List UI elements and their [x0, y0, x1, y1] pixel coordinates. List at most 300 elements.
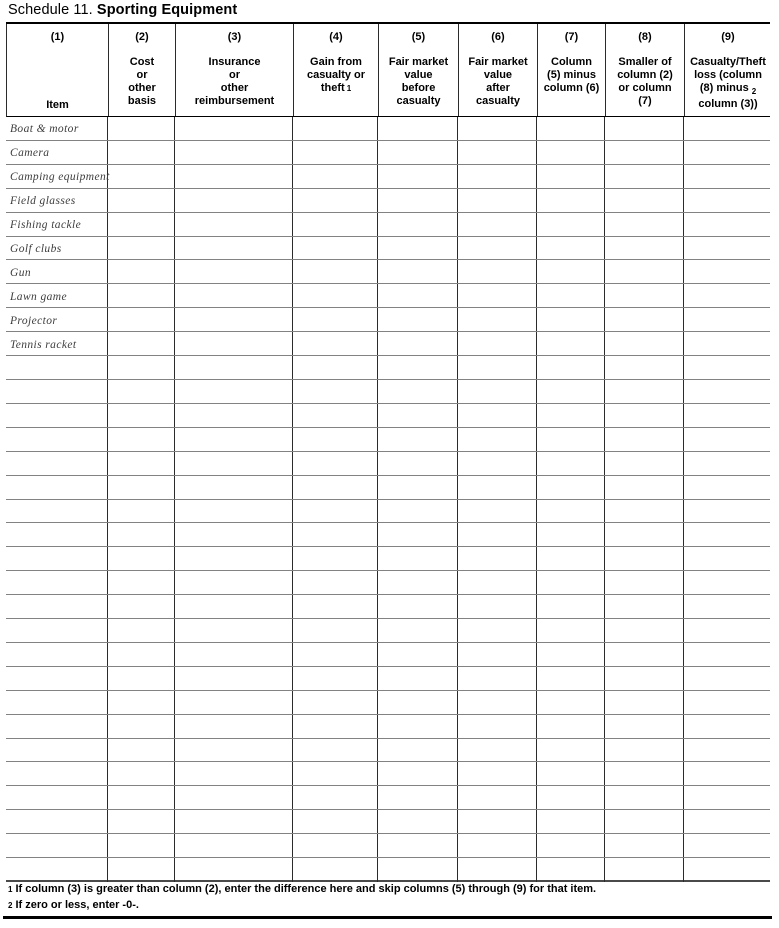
table-row [6, 500, 770, 524]
value-cell[interactable] [458, 786, 537, 809]
value-cell[interactable] [108, 356, 175, 379]
value-cell[interactable] [537, 691, 605, 714]
item-cell[interactable] [6, 834, 108, 857]
value-cell[interactable] [458, 858, 537, 882]
value-cell[interactable] [684, 284, 770, 307]
value-cell[interactable] [378, 237, 458, 260]
value-cell[interactable] [293, 523, 378, 546]
value-cell[interactable] [175, 260, 293, 283]
value-cell[interactable] [458, 141, 537, 164]
value-cell[interactable] [108, 165, 175, 188]
table-row [6, 810, 770, 834]
value-cell[interactable] [293, 332, 378, 355]
item-cell[interactable] [6, 380, 108, 403]
value-cell[interactable] [175, 476, 293, 499]
item-cell[interactable] [6, 500, 108, 523]
value-cell[interactable] [378, 500, 458, 523]
value-cell[interactable] [537, 643, 605, 666]
item-cell[interactable] [6, 476, 108, 499]
value-cell[interactable] [108, 500, 175, 523]
value-cell[interactable] [108, 571, 175, 594]
value-cell[interactable] [108, 715, 175, 738]
value-cell[interactable] [108, 786, 175, 809]
item-cell[interactable] [6, 523, 108, 546]
value-cell[interactable] [684, 356, 770, 379]
value-cell[interactable] [684, 834, 770, 857]
value-cell[interactable] [293, 571, 378, 594]
value-cell[interactable] [537, 332, 605, 355]
value-cell[interactable] [378, 428, 458, 451]
value-cell[interactable] [378, 380, 458, 403]
item-cell[interactable] [6, 260, 108, 283]
value-cell[interactable] [108, 260, 175, 283]
header-col-number: (2) [135, 31, 149, 43]
value-cell[interactable] [175, 380, 293, 403]
value-cell[interactable] [175, 810, 293, 833]
value-cell[interactable] [175, 595, 293, 618]
item-cell[interactable] [6, 547, 108, 570]
value-cell[interactable] [684, 643, 770, 666]
value-cell[interactable] [378, 858, 458, 882]
value-cell[interactable] [175, 332, 293, 355]
value-cell[interactable] [378, 739, 458, 762]
value-cell[interactable] [175, 715, 293, 738]
value-cell[interactable] [108, 452, 175, 475]
value-cell[interactable] [605, 189, 684, 212]
value-cell[interactable] [293, 117, 378, 140]
item-cell[interactable] [6, 213, 108, 236]
value-cell[interactable] [605, 380, 684, 403]
value-cell[interactable] [458, 619, 537, 642]
value-cell[interactable] [537, 762, 605, 785]
value-cell[interactable] [684, 165, 770, 188]
value-cell[interactable] [605, 571, 684, 594]
value-cell[interactable] [458, 476, 537, 499]
value-cell[interactable] [293, 189, 378, 212]
item-cell[interactable] [6, 356, 108, 379]
item-cell[interactable] [6, 308, 108, 331]
item-cell[interactable] [6, 691, 108, 714]
value-cell[interactable] [175, 858, 293, 882]
value-cell[interactable] [605, 739, 684, 762]
value-cell[interactable] [378, 715, 458, 738]
value-cell[interactable] [537, 260, 605, 283]
value-cell[interactable] [605, 237, 684, 260]
value-cell[interactable] [537, 356, 605, 379]
value-cell[interactable] [378, 762, 458, 785]
value-cell[interactable] [684, 667, 770, 690]
header-col-label-line: basis [127, 95, 157, 107]
value-cell[interactable] [378, 476, 458, 499]
item-cell[interactable] [6, 404, 108, 427]
value-cell[interactable] [684, 739, 770, 762]
value-cell[interactable] [293, 810, 378, 833]
value-cell[interactable] [108, 476, 175, 499]
value-cell[interactable] [684, 237, 770, 260]
value-cell[interactable] [605, 691, 684, 714]
item-label: Camping equipment [10, 171, 110, 184]
item-cell[interactable] [6, 452, 108, 475]
item-cell[interactable] [6, 619, 108, 642]
value-cell[interactable] [684, 858, 770, 882]
value-cell[interactable] [175, 523, 293, 546]
value-cell[interactable] [537, 213, 605, 236]
value-cell[interactable] [458, 547, 537, 570]
value-cell[interactable] [378, 141, 458, 164]
value-cell[interactable] [108, 619, 175, 642]
value-cell[interactable] [684, 141, 770, 164]
item-cell[interactable] [6, 858, 108, 882]
value-cell[interactable] [605, 858, 684, 882]
value-cell[interactable] [175, 739, 293, 762]
value-cell[interactable] [293, 165, 378, 188]
value-cell[interactable] [175, 356, 293, 379]
value-cell[interactable] [378, 691, 458, 714]
value-cell[interactable] [458, 237, 537, 260]
value-cell[interactable] [175, 189, 293, 212]
value-cell[interactable] [175, 141, 293, 164]
value-cell[interactable] [537, 739, 605, 762]
item-cell[interactable] [6, 332, 108, 355]
value-cell[interactable] [108, 117, 175, 140]
item-cell[interactable] [6, 189, 108, 212]
header-col-label-line: Smaller of [618, 56, 672, 68]
value-cell[interactable] [293, 452, 378, 475]
value-cell[interactable] [108, 858, 175, 882]
value-cell[interactable] [605, 786, 684, 809]
value-cell[interactable] [293, 595, 378, 618]
value-cell[interactable] [684, 117, 770, 140]
value-cell[interactable] [108, 547, 175, 570]
item-cell[interactable] [6, 810, 108, 833]
value-cell[interactable] [537, 284, 605, 307]
value-cell[interactable] [458, 834, 537, 857]
value-cell[interactable] [684, 691, 770, 714]
value-cell[interactable] [108, 380, 175, 403]
value-cell[interactable] [605, 213, 684, 236]
value-cell[interactable] [537, 117, 605, 140]
value-cell[interactable] [537, 667, 605, 690]
value-cell[interactable] [537, 523, 605, 546]
value-cell[interactable] [378, 260, 458, 283]
value-cell[interactable] [108, 213, 175, 236]
value-cell[interactable] [605, 332, 684, 355]
value-cell[interactable] [605, 308, 684, 331]
value-cell[interactable] [605, 165, 684, 188]
value-cell[interactable] [537, 404, 605, 427]
item-cell[interactable] [6, 667, 108, 690]
item-cell[interactable] [6, 739, 108, 762]
value-cell[interactable] [537, 500, 605, 523]
value-cell[interactable] [175, 117, 293, 140]
value-cell[interactable] [605, 260, 684, 283]
item-cell[interactable] [6, 237, 108, 260]
value-cell[interactable] [458, 715, 537, 738]
value-cell[interactable] [537, 165, 605, 188]
item-label: Golf clubs [10, 242, 62, 255]
value-cell[interactable] [684, 786, 770, 809]
value-cell[interactable] [537, 428, 605, 451]
value-cell[interactable] [175, 284, 293, 307]
value-cell[interactable] [605, 643, 684, 666]
value-cell[interactable] [537, 189, 605, 212]
value-cell[interactable] [293, 380, 378, 403]
value-cell[interactable] [458, 332, 537, 355]
value-cell[interactable] [684, 715, 770, 738]
value-cell[interactable] [108, 762, 175, 785]
value-cell[interactable] [108, 284, 175, 307]
value-cell[interactable] [293, 476, 378, 499]
value-cell[interactable] [458, 667, 537, 690]
value-cell[interactable] [293, 858, 378, 882]
item-cell[interactable] [6, 715, 108, 738]
value-cell[interactable] [175, 667, 293, 690]
value-cell[interactable] [537, 619, 605, 642]
value-cell[interactable] [175, 619, 293, 642]
value-cell[interactable] [293, 762, 378, 785]
value-cell[interactable] [108, 332, 175, 355]
value-cell[interactable] [293, 404, 378, 427]
item-cell[interactable] [6, 141, 108, 164]
item-cell[interactable] [6, 117, 108, 140]
value-cell[interactable] [378, 213, 458, 236]
value-cell[interactable] [378, 189, 458, 212]
value-cell[interactable] [108, 308, 175, 331]
value-cell[interactable] [293, 691, 378, 714]
value-cell[interactable] [605, 547, 684, 570]
value-cell[interactable] [458, 452, 537, 475]
value-cell[interactable] [175, 547, 293, 570]
value-cell[interactable] [684, 595, 770, 618]
value-cell[interactable] [684, 476, 770, 499]
item-label: Lawn game [10, 290, 67, 303]
value-cell[interactable] [293, 619, 378, 642]
value-cell[interactable] [175, 500, 293, 523]
value-cell[interactable] [378, 404, 458, 427]
value-cell[interactable] [378, 786, 458, 809]
value-cell[interactable] [378, 452, 458, 475]
value-cell[interactable] [108, 739, 175, 762]
value-cell[interactable] [458, 165, 537, 188]
value-cell[interactable] [378, 165, 458, 188]
value-cell[interactable] [378, 571, 458, 594]
item-cell[interactable] [6, 571, 108, 594]
value-cell[interactable] [684, 762, 770, 785]
value-cell[interactable] [458, 213, 537, 236]
value-cell[interactable] [537, 308, 605, 331]
value-cell[interactable] [378, 356, 458, 379]
value-cell[interactable] [458, 810, 537, 833]
value-cell[interactable] [378, 643, 458, 666]
value-cell[interactable] [458, 404, 537, 427]
value-cell[interactable] [605, 523, 684, 546]
value-cell[interactable] [293, 213, 378, 236]
value-cell[interactable] [605, 667, 684, 690]
value-cell[interactable] [378, 117, 458, 140]
value-cell[interactable] [378, 547, 458, 570]
value-cell[interactable] [684, 332, 770, 355]
value-cell[interactable] [605, 476, 684, 499]
value-cell[interactable] [293, 834, 378, 857]
value-cell[interactable] [605, 452, 684, 475]
value-cell[interactable] [175, 308, 293, 331]
value-cell[interactable] [458, 762, 537, 785]
value-cell[interactable] [684, 189, 770, 212]
item-cell[interactable] [6, 165, 108, 188]
value-cell[interactable] [537, 786, 605, 809]
value-cell[interactable] [537, 476, 605, 499]
value-cell[interactable] [108, 404, 175, 427]
value-cell[interactable] [175, 404, 293, 427]
value-cell[interactable] [605, 762, 684, 785]
value-cell[interactable] [378, 595, 458, 618]
value-cell[interactable] [293, 356, 378, 379]
value-cell[interactable] [458, 739, 537, 762]
value-cell[interactable] [684, 619, 770, 642]
value-cell[interactable] [605, 356, 684, 379]
item-cell[interactable] [6, 643, 108, 666]
item-cell[interactable] [6, 595, 108, 618]
value-cell[interactable] [293, 260, 378, 283]
header-cell-1 [7, 24, 109, 116]
value-cell[interactable] [537, 452, 605, 475]
value-cell[interactable] [605, 810, 684, 833]
value-cell[interactable] [684, 260, 770, 283]
value-cell[interactable] [684, 404, 770, 427]
value-cell[interactable] [378, 667, 458, 690]
value-cell[interactable] [175, 428, 293, 451]
value-cell[interactable] [684, 380, 770, 403]
value-cell[interactable] [458, 595, 537, 618]
value-cell[interactable] [293, 500, 378, 523]
value-cell[interactable] [175, 237, 293, 260]
value-cell[interactable] [537, 715, 605, 738]
value-cell[interactable] [175, 165, 293, 188]
table-row [6, 858, 770, 882]
item-cell[interactable] [6, 762, 108, 785]
value-cell[interactable] [378, 332, 458, 355]
value-cell[interactable] [684, 547, 770, 570]
value-cell[interactable] [378, 523, 458, 546]
value-cell[interactable] [175, 834, 293, 857]
value-cell[interactable] [684, 428, 770, 451]
value-cell[interactable] [293, 308, 378, 331]
value-cell[interactable] [605, 117, 684, 140]
value-cell[interactable] [108, 667, 175, 690]
value-cell[interactable] [108, 428, 175, 451]
value-cell[interactable] [605, 404, 684, 427]
value-cell[interactable] [605, 619, 684, 642]
value-cell[interactable] [175, 786, 293, 809]
value-cell[interactable] [378, 284, 458, 307]
value-cell[interactable] [605, 141, 684, 164]
value-cell[interactable] [175, 571, 293, 594]
value-cell[interactable] [293, 428, 378, 451]
value-cell[interactable] [605, 500, 684, 523]
value-cell[interactable] [378, 810, 458, 833]
value-cell[interactable] [537, 141, 605, 164]
item-cell[interactable] [6, 284, 108, 307]
value-cell[interactable] [537, 595, 605, 618]
value-cell[interactable] [175, 643, 293, 666]
value-cell[interactable] [684, 452, 770, 475]
value-cell[interactable] [378, 308, 458, 331]
value-cell[interactable] [108, 189, 175, 212]
value-cell[interactable] [537, 547, 605, 570]
value-cell[interactable] [458, 571, 537, 594]
value-cell[interactable] [458, 189, 537, 212]
value-cell[interactable] [537, 810, 605, 833]
value-cell[interactable] [458, 523, 537, 546]
value-cell[interactable] [537, 380, 605, 403]
value-cell[interactable] [684, 571, 770, 594]
value-cell[interactable] [293, 643, 378, 666]
value-cell[interactable] [108, 643, 175, 666]
value-cell[interactable] [108, 810, 175, 833]
value-cell[interactable] [458, 260, 537, 283]
value-cell[interactable] [293, 739, 378, 762]
value-cell[interactable] [293, 547, 378, 570]
value-cell[interactable] [458, 691, 537, 714]
value-cell[interactable] [684, 523, 770, 546]
value-cell[interactable] [684, 810, 770, 833]
value-cell[interactable] [378, 619, 458, 642]
value-cell[interactable] [605, 284, 684, 307]
value-cell[interactable] [108, 523, 175, 546]
value-cell[interactable] [293, 237, 378, 260]
value-cell[interactable] [605, 428, 684, 451]
value-cell[interactable] [293, 667, 378, 690]
value-cell[interactable] [684, 213, 770, 236]
value-cell[interactable] [458, 117, 537, 140]
value-cell[interactable] [605, 834, 684, 857]
value-cell[interactable] [108, 834, 175, 857]
value-cell[interactable] [108, 237, 175, 260]
page-title [8, 2, 237, 18]
value-cell[interactable] [458, 284, 537, 307]
value-cell[interactable] [537, 834, 605, 857]
value-cell[interactable] [458, 643, 537, 666]
value-cell[interactable] [458, 356, 537, 379]
value-cell[interactable] [108, 691, 175, 714]
value-cell[interactable] [537, 571, 605, 594]
item-cell[interactable] [6, 428, 108, 451]
value-cell[interactable] [684, 500, 770, 523]
value-cell[interactable] [108, 595, 175, 618]
value-cell[interactable] [537, 237, 605, 260]
value-cell[interactable] [458, 500, 537, 523]
value-cell[interactable] [175, 762, 293, 785]
value-cell[interactable] [605, 715, 684, 738]
value-cell[interactable] [175, 691, 293, 714]
value-cell[interactable] [293, 715, 378, 738]
value-cell[interactable] [684, 308, 770, 331]
value-cell[interactable] [605, 595, 684, 618]
value-cell[interactable] [293, 141, 378, 164]
value-cell[interactable] [293, 284, 378, 307]
value-cell[interactable] [378, 834, 458, 857]
value-cell[interactable] [175, 452, 293, 475]
table-row [6, 571, 770, 595]
value-cell[interactable] [175, 213, 293, 236]
item-cell[interactable] [6, 786, 108, 809]
value-cell[interactable] [458, 308, 537, 331]
value-cell[interactable] [458, 380, 537, 403]
value-cell[interactable] [458, 428, 537, 451]
value-cell[interactable] [108, 141, 175, 164]
value-cell[interactable] [537, 858, 605, 882]
value-cell[interactable] [293, 786, 378, 809]
